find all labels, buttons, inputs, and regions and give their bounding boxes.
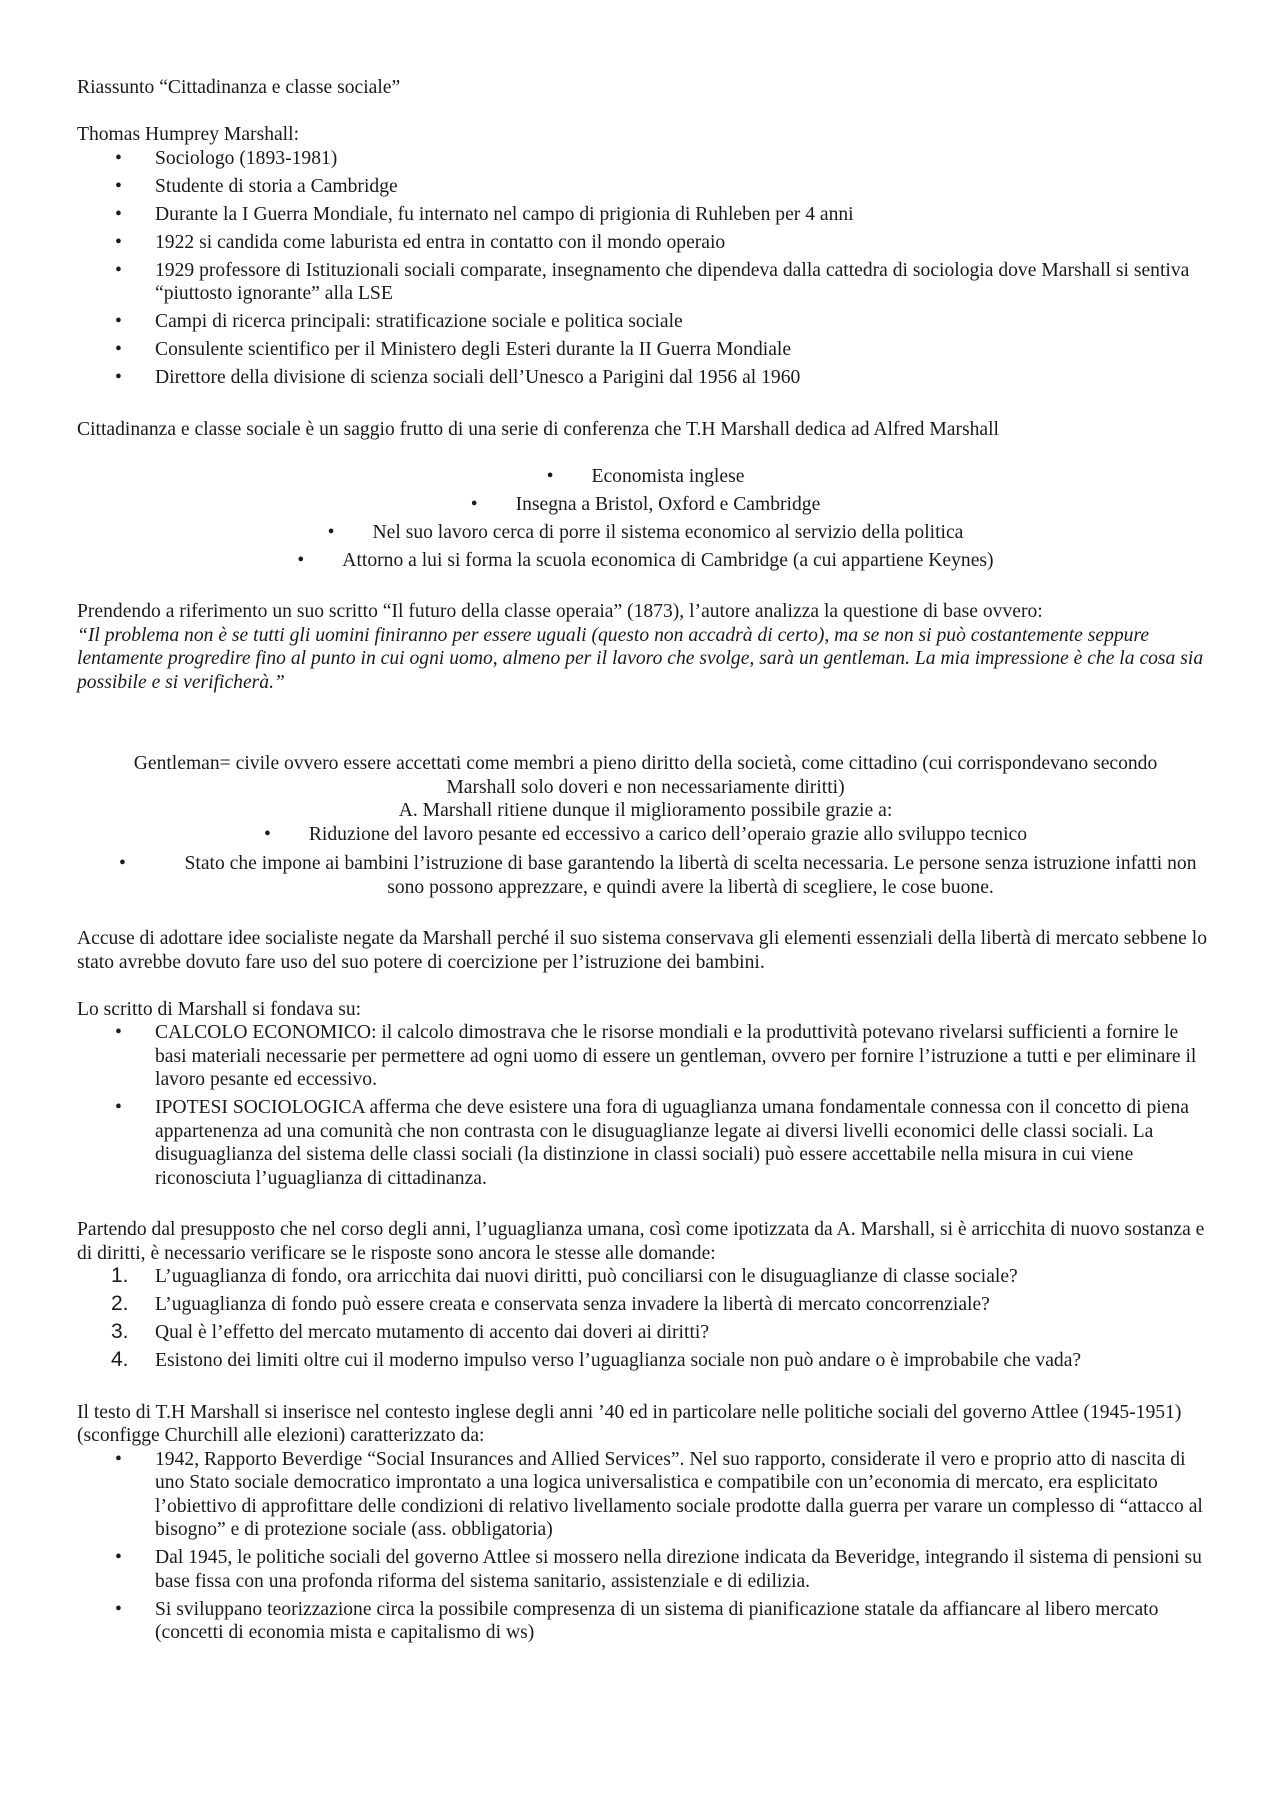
improvement-list xyxy=(77,823,1214,900)
bullet-icon: • xyxy=(115,1547,122,1568)
bullet-icon: • xyxy=(115,311,122,332)
improvement-intro: A. Marshall ritiene dunque il miglioramento possibile grazie a: xyxy=(398,800,893,821)
list-item: • Consulente scientifico per il Ministero degli Esteri durante la II Guerra Mondiale xyxy=(115,339,792,360)
list-item: • Insegna a Bristol, Oxford e Cambridge xyxy=(470,493,821,515)
list-item: 3. Qual è l’effetto del mercato mutamento di accento dai doveri ai diritti? xyxy=(111,1320,710,1343)
bullet-icon: • xyxy=(327,521,335,543)
accuse-paragraph: Accuse di adottare idee socialiste negate da Marshall perché il suo sistema conservava gli elementi essenziali della libertà di mercato sebbene lo stato avrebbe dovuto fare uso del suo potere di coercizione per l’istruzione dei bambini. xyxy=(77,928,1208,973)
marshall-bio-list xyxy=(77,147,1214,390)
gentleman-definition: Gentleman= civile ovvero essere accettati come membri a pieno diritto della società, come cittadino (cui corrispondevano secondo Marshall solo doveri e non necessariamente diritti) xyxy=(133,753,1158,798)
list-item: • IPOTESI SOCIOLOGICA afferma che deve esistere una fora di uguaglianza umana fondamentale connessa con il concetto di piena appartenenza ad una comunità che non contrasta con le disuguaglianze legate ai diversi livelli economici delle classi sociali. La disuguaglianza del sistema delle classi sociali (la distinzione in classi sociali) può essere accettabile nella misura in cui viene riconosciuta l’uguaglianza di cittadinanza. xyxy=(115,1097,1189,1189)
list-item: • Si sviluppano teorizzazione circa la possibile compresenza di un sistema di pianificazione statale da affiancare al libero mercato (concetti di economia mista e capitalismo di ws) xyxy=(115,1598,1159,1643)
bullet-icon: • xyxy=(470,493,478,515)
list-item: • 1929 professore di Istituzionali sociali comparate, insegnamento che dipendeva dalla cattedra di sociologia dove Marshall si sentiva “piuttosto ignorante” alla LSE xyxy=(115,259,1190,304)
bullet-icon: • xyxy=(115,339,122,360)
bullet-icon: • xyxy=(115,147,122,169)
list-item: • Durante la I Guerra Mondiale, fu internato nel campo di prigionia di Ruhleben per 4 anni xyxy=(115,203,854,225)
list-item: • 1942, Rapporto Beverdige “Social Insurances and Allied Services”. Nel suo rapporto, considerate il vero e proprio atto di nascita di uno Stato sociale democratico improntato a una logica universalistica e compatibile con un’economia di mercato, era esplicitato l’obiettivo di approfittare delle condizioni di relativo livellamento sociale prodotte dalla guerra per varare un complesso di “attacco al bisogno” e di protezione sociale (ass. obbligatoria) xyxy=(115,1448,1203,1540)
list-item: 2. L’uguaglianza di fondo può essere creata e conservata senza invadere la libertà di mercato concorrenziale? xyxy=(111,1292,990,1315)
list-item: • Dal 1945, le politiche sociali del governo Attlee si mossero nella direzione indicata da Beveridge, integrando il sistema di pensioni su base fissa con una profonda riforma del sistema sanitario, assistenziale e di edilizia. xyxy=(115,1547,1202,1592)
list-item: • Studente di storia a Cambridge xyxy=(115,175,398,197)
bullet-icon: • xyxy=(297,549,305,571)
list-item: • Sociologo (1893-1981) xyxy=(115,147,338,169)
foundations-list xyxy=(77,1021,1214,1190)
reference-paragraph: Prendendo a riferimento un suo scritto “Il futuro della classe operaia” (1873), l’autore analizza la questione di base ovvero: xyxy=(77,601,1043,622)
context-list xyxy=(77,1448,1214,1645)
bullet-icon: • xyxy=(115,259,122,281)
context-intro: Il testo di T.H Marshall si inserisce nel contesto inglese degli anni ’40 ed in particolare nelle politiche sociali del governo Attlee (1945-1951) (sconfigge Churchill alle elezioni) caratterizzato da: xyxy=(77,1401,1182,1446)
bullet-icon: • xyxy=(115,1598,122,1620)
marshall-heading: Thomas Humprey Marshall: xyxy=(77,124,300,145)
list-item: • 1922 si candida come laburista ed entra in contatto con il mondo operaio xyxy=(115,231,726,253)
bullet-icon: • xyxy=(119,853,126,874)
list-item: • CALCOLO ECONOMICO: il calcolo dimostrava che le risorse mondiali e la produttività potevano rivelarsi sufficienti a fornire le basi materiali necessarie per permettere ad ogni uomo di essere un gentleman, ovvero per fornire l’istruzione a tutti e per eliminare il lavoro pesante ed eccessivo. xyxy=(115,1022,1197,1090)
list-item: • Attorno a lui si forma la scuola economica di Cambridge (a cui appartiene Keynes) xyxy=(297,549,994,571)
quote: “Il problema non è se tutti gli uomini finiranno per essere uguali (questo non accadrà di certo), ma se non si può costantemente seppure lentamente progredire fino al punto in cui ogni uomo, almeno per il lavoro che svolge, sarà un gentleman. La mia impressione è che la cosa sia possibile e si verificherà.” xyxy=(77,624,1204,693)
list-item: • Stato che impone ai bambini l’istruzione di base garantendo la libertà di scelta necessaria. Le persone senza istruzione infatti non sono possono apprezzare, e quindi avere la libertà di scegliere, le cose buone. xyxy=(77,852,1214,899)
list-item: 1. L’uguaglianza di fondo, ora arricchita dai nuovi diritti, può conciliarsi con le disuguaglianze di classe sociale? xyxy=(111,1264,1018,1287)
list-item: • Riduzione del lavoro pesante ed eccessivo a carico dell’operaio grazie allo sviluppo tecnico xyxy=(263,823,1028,845)
essay-intro: Cittadinanza e classe sociale è un saggio frutto di una serie di conferenza che T.H Marshall dedica ad Alfred Marshall xyxy=(77,418,1000,440)
alfred-marshall-list xyxy=(77,465,1214,573)
bullet-icon: • xyxy=(115,1448,122,1470)
bullet-icon: • xyxy=(546,465,554,487)
document-title: Riassunto “Cittadinanza e classe sociale” xyxy=(77,77,401,98)
list-item: 4. Esistono dei limiti oltre cui il moderno impulso verso l’uguaglianza sociale non può andare o è improbabile che vada? xyxy=(111,1348,1082,1371)
list-item: • Campi di ricerca principali: stratificazione sociale e politica sociale xyxy=(115,311,683,332)
foundations-heading: Lo scritto di Marshall si fondava su: xyxy=(77,998,362,1020)
bullet-icon: • xyxy=(115,175,122,197)
bullet-icon: • xyxy=(115,1022,122,1043)
bullet-icon: • xyxy=(115,231,122,253)
bullet-icon: • xyxy=(115,203,122,225)
list-item: • Nel suo lavoro cerca di porre il sistema economico al servizio della politica xyxy=(327,521,964,543)
bullet-icon: • xyxy=(263,823,271,845)
questions-intro: Partendo dal presupposto che nel corso degli anni, l’uguaglianza umana, così come ipotizzata da A. Marshall, si è arricchita di nuovo sostanza e di diritti, è necessario verificare se le risposte sono ancora le stesse alle domande: xyxy=(77,1219,1205,1264)
list-item: • Economista inglese xyxy=(546,465,745,487)
list-item: • Direttore della divisione di scienza sociali dell’Unesco a Parigini dal 1956 al 1960 xyxy=(115,367,801,388)
bullet-icon: • xyxy=(115,1097,122,1118)
bullet-icon: • xyxy=(115,367,122,388)
questions-list xyxy=(77,1265,1214,1373)
